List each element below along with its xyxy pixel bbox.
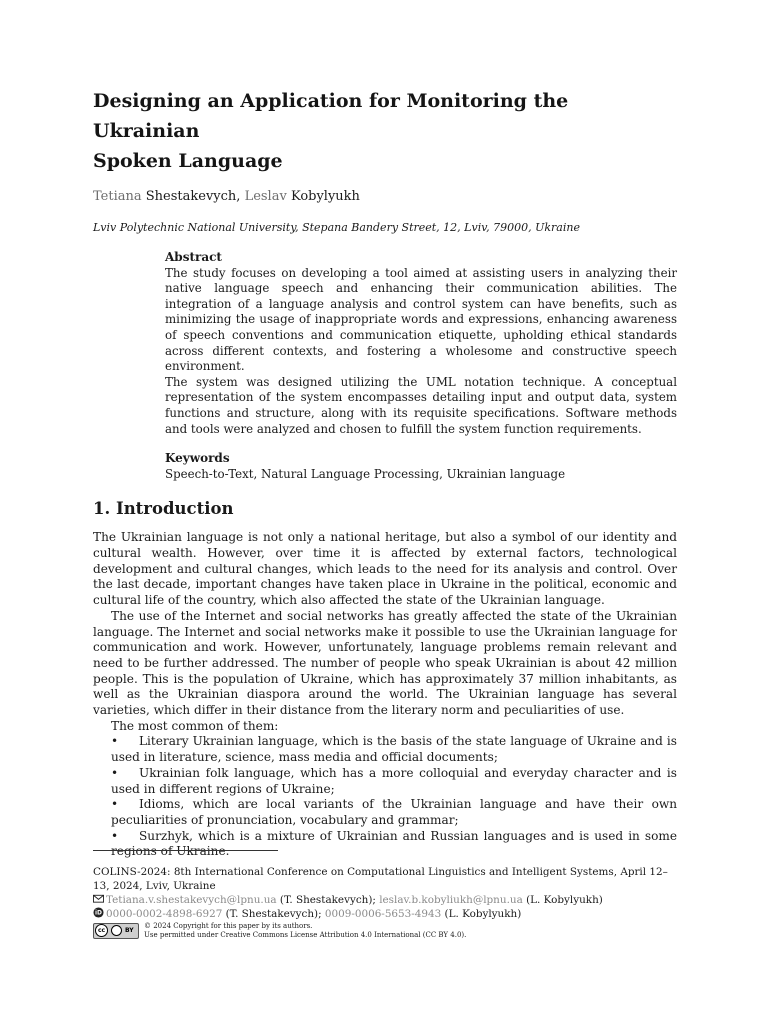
attribution-icon (111, 925, 122, 936)
abstract-section (165, 250, 677, 482)
intro-paragraph-2: The use of the Internet and social networks has greatly affected the state of the Ukrainian language. The Internet and social networks make it possible to use the Ukrainian language for communication and work. However, unfortunately, language problems remain relevant and need to be further addressed. The number of people who speak Ukrainian is about 42 million people. This is the population of Ukraine, which has approximately 37 million inhabitants, as well as the Ukrainian diaspora around the world. The Ukrainian language has several varieties, which differ in their distance from the literary norm and peculiarities of use. (93, 608, 677, 718)
email-line (93, 893, 677, 907)
conference-note: COLINS-2024: 8th International Conference on Computational Linguistics and Intelligent Systems, April 12–13, 2024, Lviv, Ukraine (93, 866, 668, 892)
author-2-given: Leslav (244, 189, 287, 204)
envelope-icon (93, 893, 104, 904)
bullet-icon: • (111, 734, 119, 749)
license-block (93, 922, 677, 939)
title-line-2: Spoken Language (93, 150, 283, 172)
list-item (111, 734, 677, 765)
email-link-2[interactable]: leslav.b.kobyliukh@lpnu.ua (379, 894, 523, 906)
license-line: Use permitted under Creative Commons License Attribution 4.0 International (CC BY 4.0). (144, 930, 467, 939)
abstract-heading: Abstract (165, 250, 222, 264)
intro-paragraph-3: The most common of them: (111, 718, 279, 733)
svg-text:iD: iD (95, 909, 102, 917)
author-separator: , (236, 189, 245, 204)
title-line-1: Designing an Application for Monitoring the Ukrainian (93, 90, 569, 142)
copyright-line: © 2024 Copyright for this paper by its authors. (144, 922, 313, 930)
paper-page (93, 86, 677, 860)
badge-label: BY (125, 926, 134, 934)
list-item-text: Idioms, which are local variants of the Ukrainian language and have their own peculiarities of pronunciation, vocabulary and grammar; (111, 797, 677, 827)
section-heading-introduction: 1. Introduction (93, 499, 234, 519)
author-list (93, 188, 677, 206)
variety-list (93, 734, 677, 860)
license-text (144, 922, 466, 939)
footnotes (93, 850, 677, 939)
keywords-text: Speech-to-Text, Natural Language Processing, Ukrainian language (165, 466, 566, 481)
email-2-suffix: (L. Kobylyukh) (522, 894, 603, 906)
introduction-body (93, 530, 677, 860)
list-item-text: Surzhyk, which is a mixture of Ukrainian and Russian languages and is used in some regions of Ukraine. (111, 828, 677, 859)
list-item (111, 797, 677, 828)
affiliation: Lviv Polytechnic National University, Stepana Bandery Street, 12, Lviv, 79000, Ukraine (93, 221, 580, 234)
bullet-icon: • (111, 765, 119, 780)
orcid-link-1[interactable]: 0000-0002-4898-6927 (106, 908, 223, 920)
paper-title (93, 86, 677, 176)
intro-paragraph-1: The Ukrainian language is not only a national heritage, but also a symbol of our identity and cultural wealth. However, over time it is affected by external factors, technological development and cultural changes, which leads to the need for its analysis and control. Over the last decade, important changes have taken place in Ukraine in the political, economic and cultural life of the country, which also affected the state of the Ukrainian language. (93, 530, 677, 608)
cc-by-badge-icon (93, 923, 139, 939)
list-item-text: Literary Ukrainian language, which is the basis of the state language of Ukraine and is used in literature, science, mass media and official documents; (111, 734, 677, 765)
list-item-text: Ukrainian folk language, which has a more colloquial and everyday character and is used in different regions of Ukraine; (111, 765, 677, 796)
list-item (111, 766, 677, 797)
abstract-paragraph-1: The study focuses on developing a tool aimed at assisting users in analyzing their native language speech and enhancing their communication abilities. The integration of a language analysis and control system can have benefits, such as minimizing the usage of inappropriate words and expressions, enhancing awareness of speech conventions and communication etiquette, upholding ethical standards across different contexts, and fostering a wholesome and constructive speech environment. (165, 265, 677, 374)
email-link-1[interactable]: Tetiana.v.shestakevych@lpnu.ua (106, 894, 277, 906)
abstract-paragraph-2: The system was designed utilizing the UML notation technique. A conceptual representation of the system encompasses detailing input and output data, system functions and structure, along with its requisite specifications. Software methods and tools were analyzed and chosen to fulfill the system function requirements. (165, 374, 677, 436)
bullet-icon: • (111, 828, 119, 843)
orcid-link-2[interactable]: 0009-0006-5653-4943 (324, 908, 442, 920)
email-1-suffix: (T. Shestakevych); (276, 894, 380, 906)
cc-icon: cc (95, 924, 108, 937)
orcid-icon (93, 907, 104, 918)
author-1-given: Tetiana (93, 189, 142, 204)
author-2-family: Kobylyukh (290, 189, 360, 204)
author-1-family: Shestakevych (145, 189, 237, 204)
bullet-icon: • (111, 797, 119, 812)
orcid-line (93, 907, 677, 921)
orcid-1-suffix: (T. Shestakevych); (222, 908, 325, 920)
keywords-heading: Keywords (165, 451, 230, 466)
orcid-2-suffix: (L. Kobylyukh) (441, 908, 522, 920)
footnote-divider (93, 850, 278, 851)
